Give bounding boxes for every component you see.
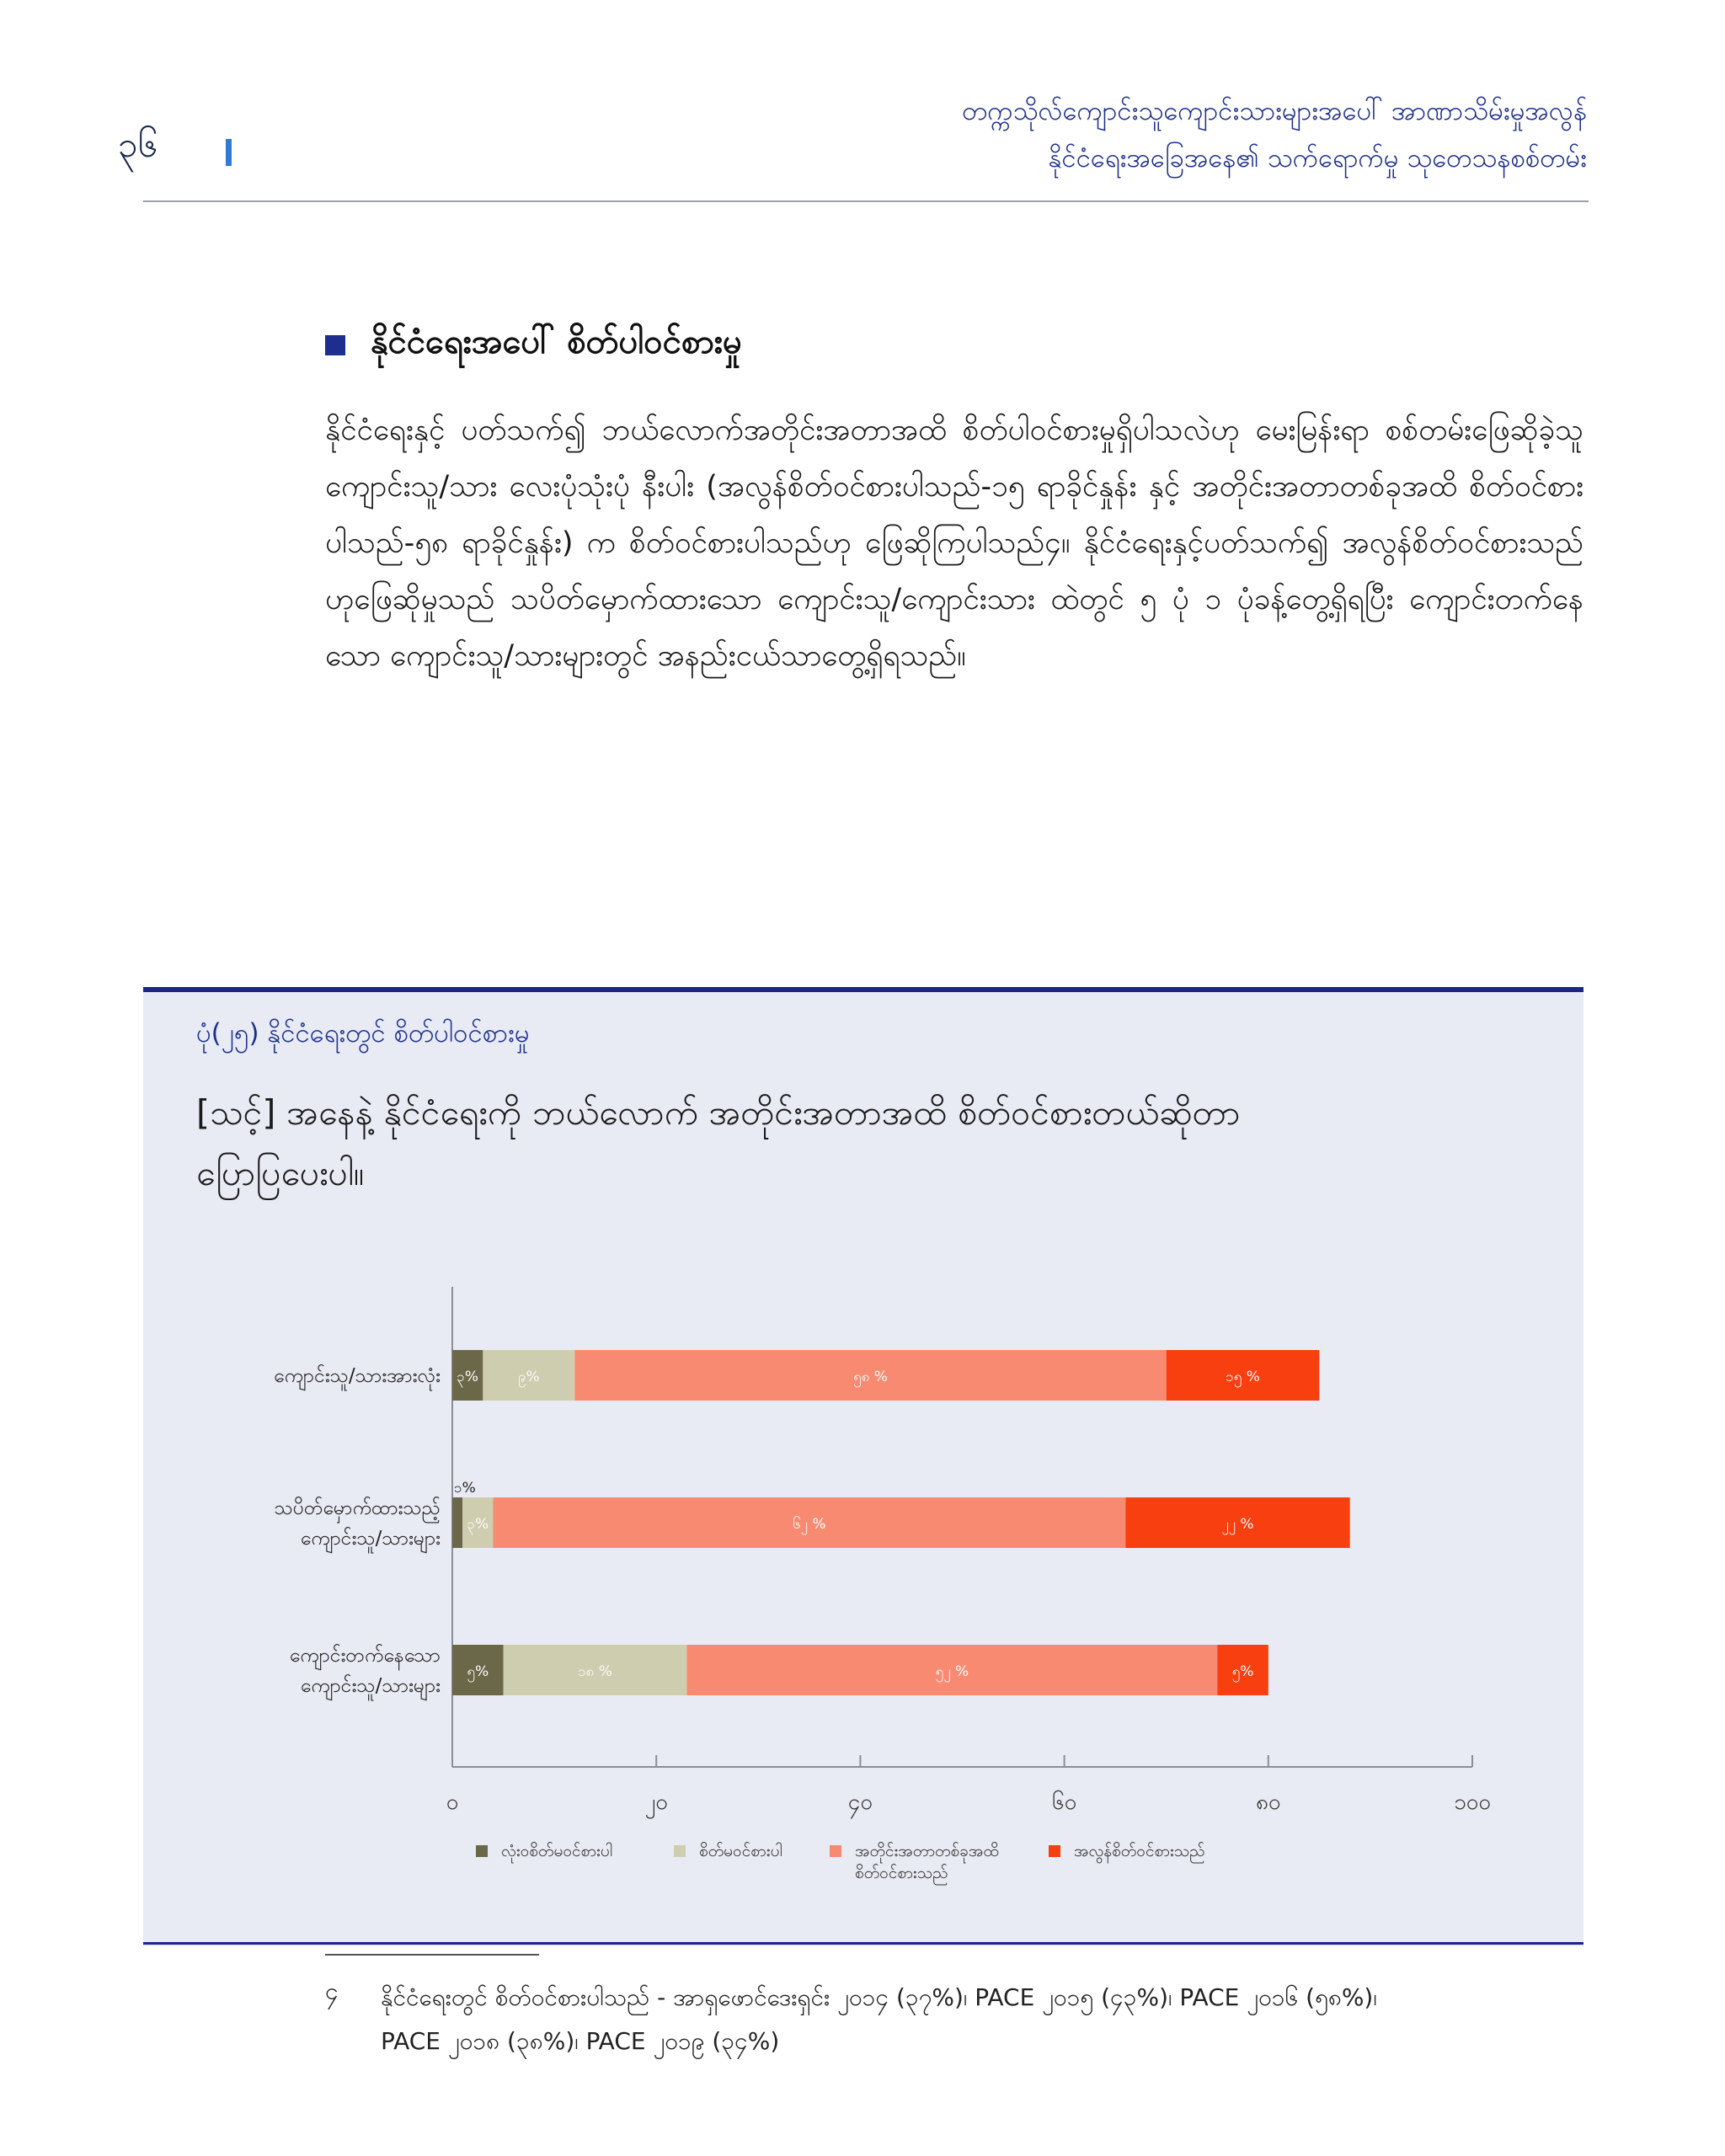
- body-paragraph: နိုင်ငံရေးနှင့် ပတ်သက်၍ ဘယ်လောက်အတိုင်းအတာအထိ စိတ်ပါဝင်စားမှုရှိပါသလဲဟု မေးမြန်းရာ စစ်တမ်းဖြေဆိုခဲ့သူ ကျောင်းသူ/သား လေးပုံသုံးပုံ နီးပါး (အလွန်စိတ်ဝင်စားပါသည်-၁၅ ရာခိုင်နှုန်း နှင့် အတိုင်းအတာတစ်ခုအထိ စိတ်ဝင်စားပါသည်-၅၈ ရာခိုင်နှုန်း) က စိတ်ဝင်စားပါသည်ဟု ဖြေဆိုကြပါသည်၄။ နိုင်ငံရေးနှင့်ပတ်သက်၍ အလွန်စိတ်ဝင်စားသည်ဟုဖြေဆိုမှုသည် သပိတ်မှောက်ထားသော ကျောင်းသူ/ကျောင်းသား ထဲတွင် ၅ ပုံ ၁ ပုံခန့်တွေ့ရှိရပြီး ကျောင်းတက်နေသော ကျောင်းသူ/သားများတွင် အနည်းငယ်သာတွေ့ရှိရသည်။: [325, 414, 1583, 673]
- legend-swatch: [830, 1845, 841, 1857]
- x-tick-label: ၀: [446, 1790, 459, 1815]
- footnote-text: နိုင်ငံရေးတွင် စိတ်ဝင်စားပါသည် - အာရှဖောင်ဒေးရှင်း ၂၀၁၄ (၃၇%)၊ PACE ၂၀၁၅ (၄၃%)၊ PACE ၂၀၁၆ (၅၈%)၊ PACE ၂၀၁၈ (၃၈%)၊ PACE ၂၀၁၉ (၃၄%): [381, 1983, 1377, 2055]
- footnote-number: ၄: [325, 1977, 339, 2005]
- running-header: [660, 88, 1587, 182]
- page-number-divider: [226, 139, 232, 166]
- figure-question: [သင့်] အနေနဲ့ နိုင်ငံရေးကို ဘယ်လောက် အတိုင်းအတာအထိ စိတ်ဝင်စားတယ်ဆိုတာ ပြောပြပေးပါ။: [196, 1092, 1241, 1193]
- category-label: ကျောင်းတက်နေသော: [289, 1645, 441, 1667]
- category-label: ကျောင်းသူ/သားများ: [300, 1675, 441, 1697]
- section-heading-text: နိုင်ငံရေးအပေါ် စိတ်ပါဝင်စားမှု: [371, 323, 742, 361]
- legend-label: လုံးဝစိတ်မဝင်စားပါ: [501, 1842, 612, 1860]
- footnote-divider: [325, 1954, 539, 1956]
- category-label: ကျောင်းသူ/သားအားလုံး: [273, 1365, 441, 1387]
- header-divider: [143, 200, 1589, 202]
- x-tick-label: ၁၀၀: [1454, 1790, 1491, 1815]
- data-label: ၉%: [517, 1369, 540, 1385]
- x-tick-label: ၈၀: [1256, 1790, 1281, 1815]
- legend-swatch: [476, 1845, 488, 1857]
- x-tick-label: ၂၀: [644, 1790, 668, 1815]
- running-header-line-2: နိုင်ငံရေးအခြေအနေ၏ သက်ရောက်မှု သုတေသနစစ်တမ်း: [1048, 143, 1587, 173]
- legend-swatch: [674, 1845, 686, 1857]
- section-heading: [325, 320, 742, 370]
- legend-item: [1049, 1840, 1205, 1862]
- data-label: ၃%: [457, 1369, 479, 1385]
- data-label: ၅%: [467, 1663, 489, 1680]
- category-label: ကျောင်းသူ/သားများ: [300, 1528, 441, 1550]
- running-header-line-1: တက္ကသိုလ်ကျောင်းသူကျောင်းသားများအပေါ် အာဏာသိမ်းမှုအလွန်: [962, 96, 1587, 126]
- data-label: ၅%: [1231, 1663, 1254, 1680]
- legend-swatch: [1049, 1845, 1060, 1857]
- figure-bottom-divider: [143, 1942, 1583, 1945]
- legend-label: စိတ်မဝင်စားပါ: [699, 1842, 782, 1860]
- square-bullet-icon: [325, 335, 345, 355]
- legend-item: [674, 1840, 782, 1862]
- legend-label: အလွန်စိတ်ဝင်စားသည်: [1074, 1842, 1205, 1860]
- chart-legend: [476, 1840, 1352, 1891]
- data-label: ၁၈ %: [578, 1663, 612, 1680]
- data-label: ၁%: [454, 1480, 476, 1497]
- data-label: ၂၂ %: [1221, 1516, 1254, 1533]
- legend-item: [476, 1840, 612, 1862]
- data-label: ၅၂ %: [935, 1663, 969, 1680]
- page-number: ၃၆: [118, 124, 158, 165]
- legend-label: အတိုင်းအတာတစ်ခုအထိ စိတ်ဝင်စားသည်: [855, 1842, 999, 1882]
- data-label: ၁၅ %: [1226, 1369, 1260, 1385]
- data-label: ၃%: [467, 1516, 489, 1533]
- data-label: ၅၈ %: [853, 1369, 888, 1385]
- stacked-bar-chart: [143, 992, 1583, 1843]
- x-tick-label: ၆၀: [1051, 1790, 1077, 1815]
- bar-segment: [452, 1497, 462, 1548]
- figure-caption: ပုံ(၂၅) နိုင်ငံရေးတွင် စိတ်ပါဝင်စားမှု: [196, 1018, 530, 1049]
- x-tick-label: ၄၀: [847, 1790, 873, 1815]
- category-label: သပိတ်မှောက်ထားသည့်: [274, 1497, 441, 1519]
- legend-item: [830, 1840, 1032, 1884]
- data-label: ၆၂ %: [793, 1516, 826, 1533]
